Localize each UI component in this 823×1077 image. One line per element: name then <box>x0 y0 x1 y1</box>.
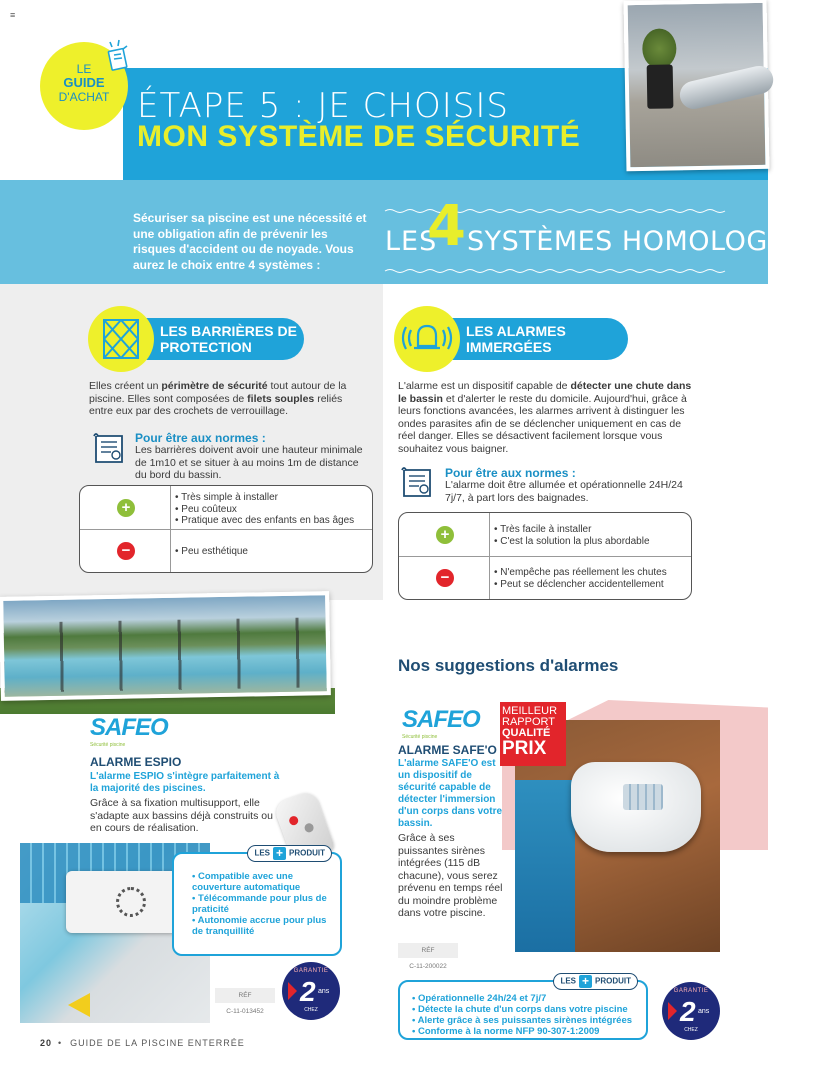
alarms-body-2: et d'alerter le reste du domicile. Aujourd'hui, grâce à leurs fonctions avancées, les alarmes arrivent à distinguer les ondes parasites afin de se déclencher uniquement en cas de réel danger. Elles se désactivent facilement lorsque vous souhaitez vous baigner. <box>398 392 687 455</box>
list-item: • Détecte la chute d'un corps dans votre piscine <box>412 1004 648 1015</box>
systems-rest: SYSTÈMES HOMOLOGUÉS <box>467 226 823 257</box>
safeo-plus-produit-box <box>398 974 648 1040</box>
page-title-line2: MON SYSTÈME DE SÉCURITÉ <box>137 120 581 153</box>
award-line4: PRIX <box>502 738 547 759</box>
safeo-keypad <box>623 784 663 810</box>
page-title-line1: ÉTAPE 5 : JE CHOISIS <box>137 86 509 126</box>
barriers-body-3: reliés entre eux par des crochets de verrouillage. <box>89 392 343 417</box>
warranty-small: CHEZ <box>304 1007 318 1013</box>
plus-produit: PRODUIT <box>289 848 325 858</box>
systems-number: 4 <box>427 194 466 259</box>
alarms-norm-title: Pour être aux normes : <box>445 466 576 480</box>
pool-fence-photo <box>0 591 331 701</box>
safeo-warranty-badge <box>662 982 720 1040</box>
alarms-body-bold-1: détecter une chute dans le bassin <box>398 380 692 405</box>
plus-les: LES <box>254 848 270 858</box>
plant-pot <box>647 64 674 108</box>
plus-les: LES <box>560 976 576 986</box>
suggestions-title: Nos suggestions d'alarmes <box>398 656 619 675</box>
list-item: • Autonomie accrue pour plus de tranquillité <box>192 915 332 937</box>
safeo-logo-tag: Sécurité piscine <box>90 742 126 748</box>
safeo-logo-text: SAFEO <box>90 714 168 741</box>
ref-label: RÉF <box>398 943 458 958</box>
espio-title: ALARME ESPIO <box>90 755 182 769</box>
warranty-label: GARANTIE <box>673 988 709 994</box>
list-item: • Peut se déclencher accidentellement <box>494 578 664 590</box>
wavy-line-bottom <box>385 268 725 274</box>
best-value-award <box>502 706 566 759</box>
barriers-pros-list <box>175 492 354 527</box>
pros-plus-icon: + <box>436 526 454 544</box>
plus-produit-tag <box>553 973 638 990</box>
plus-cross-icon: + <box>579 975 592 988</box>
list-item: • Pratique avec des enfants en bas âges <box>175 515 355 526</box>
plus-produit: PRODUIT <box>595 976 631 986</box>
list-item: • Peu coûteux <box>175 503 237 515</box>
menu-icon[interactable]: ≡ <box>10 10 16 20</box>
warranty-years: 2 <box>300 976 316 1007</box>
safeo-title: ALARME SAFE'O <box>398 743 497 757</box>
chevron-right-icon <box>288 982 297 1000</box>
plus-cross-icon: + <box>273 847 286 860</box>
notebook-icon <box>100 38 132 74</box>
espio-plus-produit-box <box>172 846 342 956</box>
barriers-norm-text: Les barrières doivent avoir une hauteur minimale de 1m10 et se situer à au moins 1m de distance du bord du bassin. <box>135 444 363 481</box>
list-item: • Conforme à la norme NFP 90-307-1:2009 <box>412 1026 648 1037</box>
ref-label: RÉF <box>215 988 275 1003</box>
fence-posts <box>4 617 327 693</box>
list-item: • Compatible avec une couverture automatique <box>192 871 332 893</box>
remote-grey-button <box>303 822 315 834</box>
award-line1: MEILLEUR <box>502 705 558 717</box>
warranty-unit: ans <box>698 1008 710 1015</box>
safeo-brand-logo <box>402 706 480 740</box>
list-item: • Peu esthétique <box>175 546 248 557</box>
espio-ref-box <box>215 988 275 1015</box>
espio-plus-list <box>192 871 332 937</box>
safeo-subtitle: L'alarme SAFE'O est un dispositif de sécurité capable de détecter l'immersion d'un corps dans votre bassin. <box>398 758 503 829</box>
guide-badge-guide: GUIDE <box>63 75 105 90</box>
cons-minus-icon: − <box>436 569 454 587</box>
table-divider <box>399 556 691 557</box>
yellow-arrow <box>68 993 90 1017</box>
list-item: • Très simple à installer <box>175 492 278 503</box>
barriers-title: LES BARRIÈRES DE PROTECTION <box>98 318 304 360</box>
barriers-norm-title: Pour être aux normes : <box>135 431 266 445</box>
alarms-body <box>398 380 694 455</box>
list-item: • N'empêche pas réellement les chutes <box>494 567 667 578</box>
list-item: • C'est la solution la plus abordable <box>494 535 650 547</box>
alarms-body-1: L'alarme est un dispositif capable de <box>398 380 571 392</box>
warranty-unit: ans <box>318 988 330 995</box>
remote-red-button <box>288 815 300 827</box>
warranty-small: CHEZ <box>684 1027 698 1033</box>
alarms-norm-text: L'alarme doit être allumée et opérationnelle 24H/24 7j/7, à part lors des baignades. <box>445 479 683 504</box>
barriers-body-1: Elles créent un <box>89 380 162 392</box>
espio-body: Grâce à sa fixation multisupport, elle s'adapte aux bassins déjà construits ou en cours de réalisation. <box>90 797 273 834</box>
guide-badge-le: LE <box>76 62 92 76</box>
alarms-pros-cons-table <box>398 512 692 600</box>
barriers-cons-list <box>175 546 248 558</box>
plant-leaves <box>642 28 677 69</box>
pool-water <box>515 780 575 952</box>
warranty-years: 2 <box>680 996 696 1027</box>
barriers-body <box>89 380 364 418</box>
page-footer <box>40 1038 245 1048</box>
footer-bullet: • <box>58 1038 63 1048</box>
list-item: • Alerte grâce à ses puissantes sirènes intégrées <box>412 1015 648 1026</box>
safeo-plus-list <box>412 993 648 1037</box>
footer-label: GUIDE DE LA PISCINE ENTERRÉE <box>70 1038 245 1048</box>
chevron-right-icon <box>668 1002 677 1020</box>
warranty-label: GARANTIE <box>293 968 329 974</box>
safeo-logo-text: SAFEO <box>402 706 480 733</box>
cons-minus-icon: − <box>117 542 135 560</box>
barriers-body-2: tout autour de la piscine. Elles sont composées de <box>89 380 347 405</box>
list-item: • Très facile à installer <box>494 524 592 535</box>
award-line2: RAPPORT <box>502 716 555 728</box>
regulation-document-icon <box>92 432 128 466</box>
safeo-body: Grâce à ses puissantes sirènes intégrées (115 dB chacune), vous serez prévenu en temps réel du moindre problème dans votre piscine. <box>398 832 503 919</box>
list-item: • Opérationnelle 24h/24 et 7j/7 <box>412 993 648 1004</box>
safeo-device <box>571 762 701 852</box>
espio-subtitle: L'alarme ESPIO s'intègre parfaitement à la majorité des piscines. <box>90 771 280 794</box>
espio-brand-logo <box>90 714 168 748</box>
award-line3: QUALITÉ <box>502 727 551 739</box>
table-divider <box>80 529 372 530</box>
list-item: • Télécommande pour plus de praticité <box>192 893 332 915</box>
pool-cover-photo <box>624 0 770 171</box>
barrier-fence-icon <box>88 306 154 372</box>
pros-plus-icon: + <box>117 499 135 517</box>
alarms-cons-list <box>494 567 667 590</box>
barriers-pros-cons-table <box>79 485 373 573</box>
guide-badge-achat: D'ACHAT <box>58 90 110 104</box>
safeo-ref-box <box>398 943 458 970</box>
alarms-title: LES ALARMES IMMERGÉES <box>404 318 628 360</box>
espio-speaker <box>116 887 146 917</box>
ref-value: C-11-200022 <box>409 963 447 970</box>
barriers-body-bold-2: filets souples <box>247 392 315 405</box>
ref-value: C-11-013452 <box>226 1008 264 1015</box>
cover-roller <box>677 63 776 112</box>
alarm-bell-icon <box>394 306 460 372</box>
systems-title <box>385 194 823 276</box>
safeo-logo-tag: Sécurité piscine <box>402 734 438 740</box>
page-number: 20 <box>40 1038 53 1048</box>
barriers-body-bold-1: périmètre de sécurité <box>161 380 268 392</box>
regulation-document-icon <box>400 466 436 500</box>
intro-text: Sécuriser sa piscine est une nécessité et une obligation afin de prévenir les risques d'accident ou de noyade. Vous aurez le choix entre 4 systèmes : <box>133 211 367 272</box>
espio-warranty-badge <box>282 962 340 1020</box>
plus-produit-tag <box>247 845 332 862</box>
alarms-pros-list <box>494 524 650 547</box>
systems-les: LES <box>385 226 438 257</box>
